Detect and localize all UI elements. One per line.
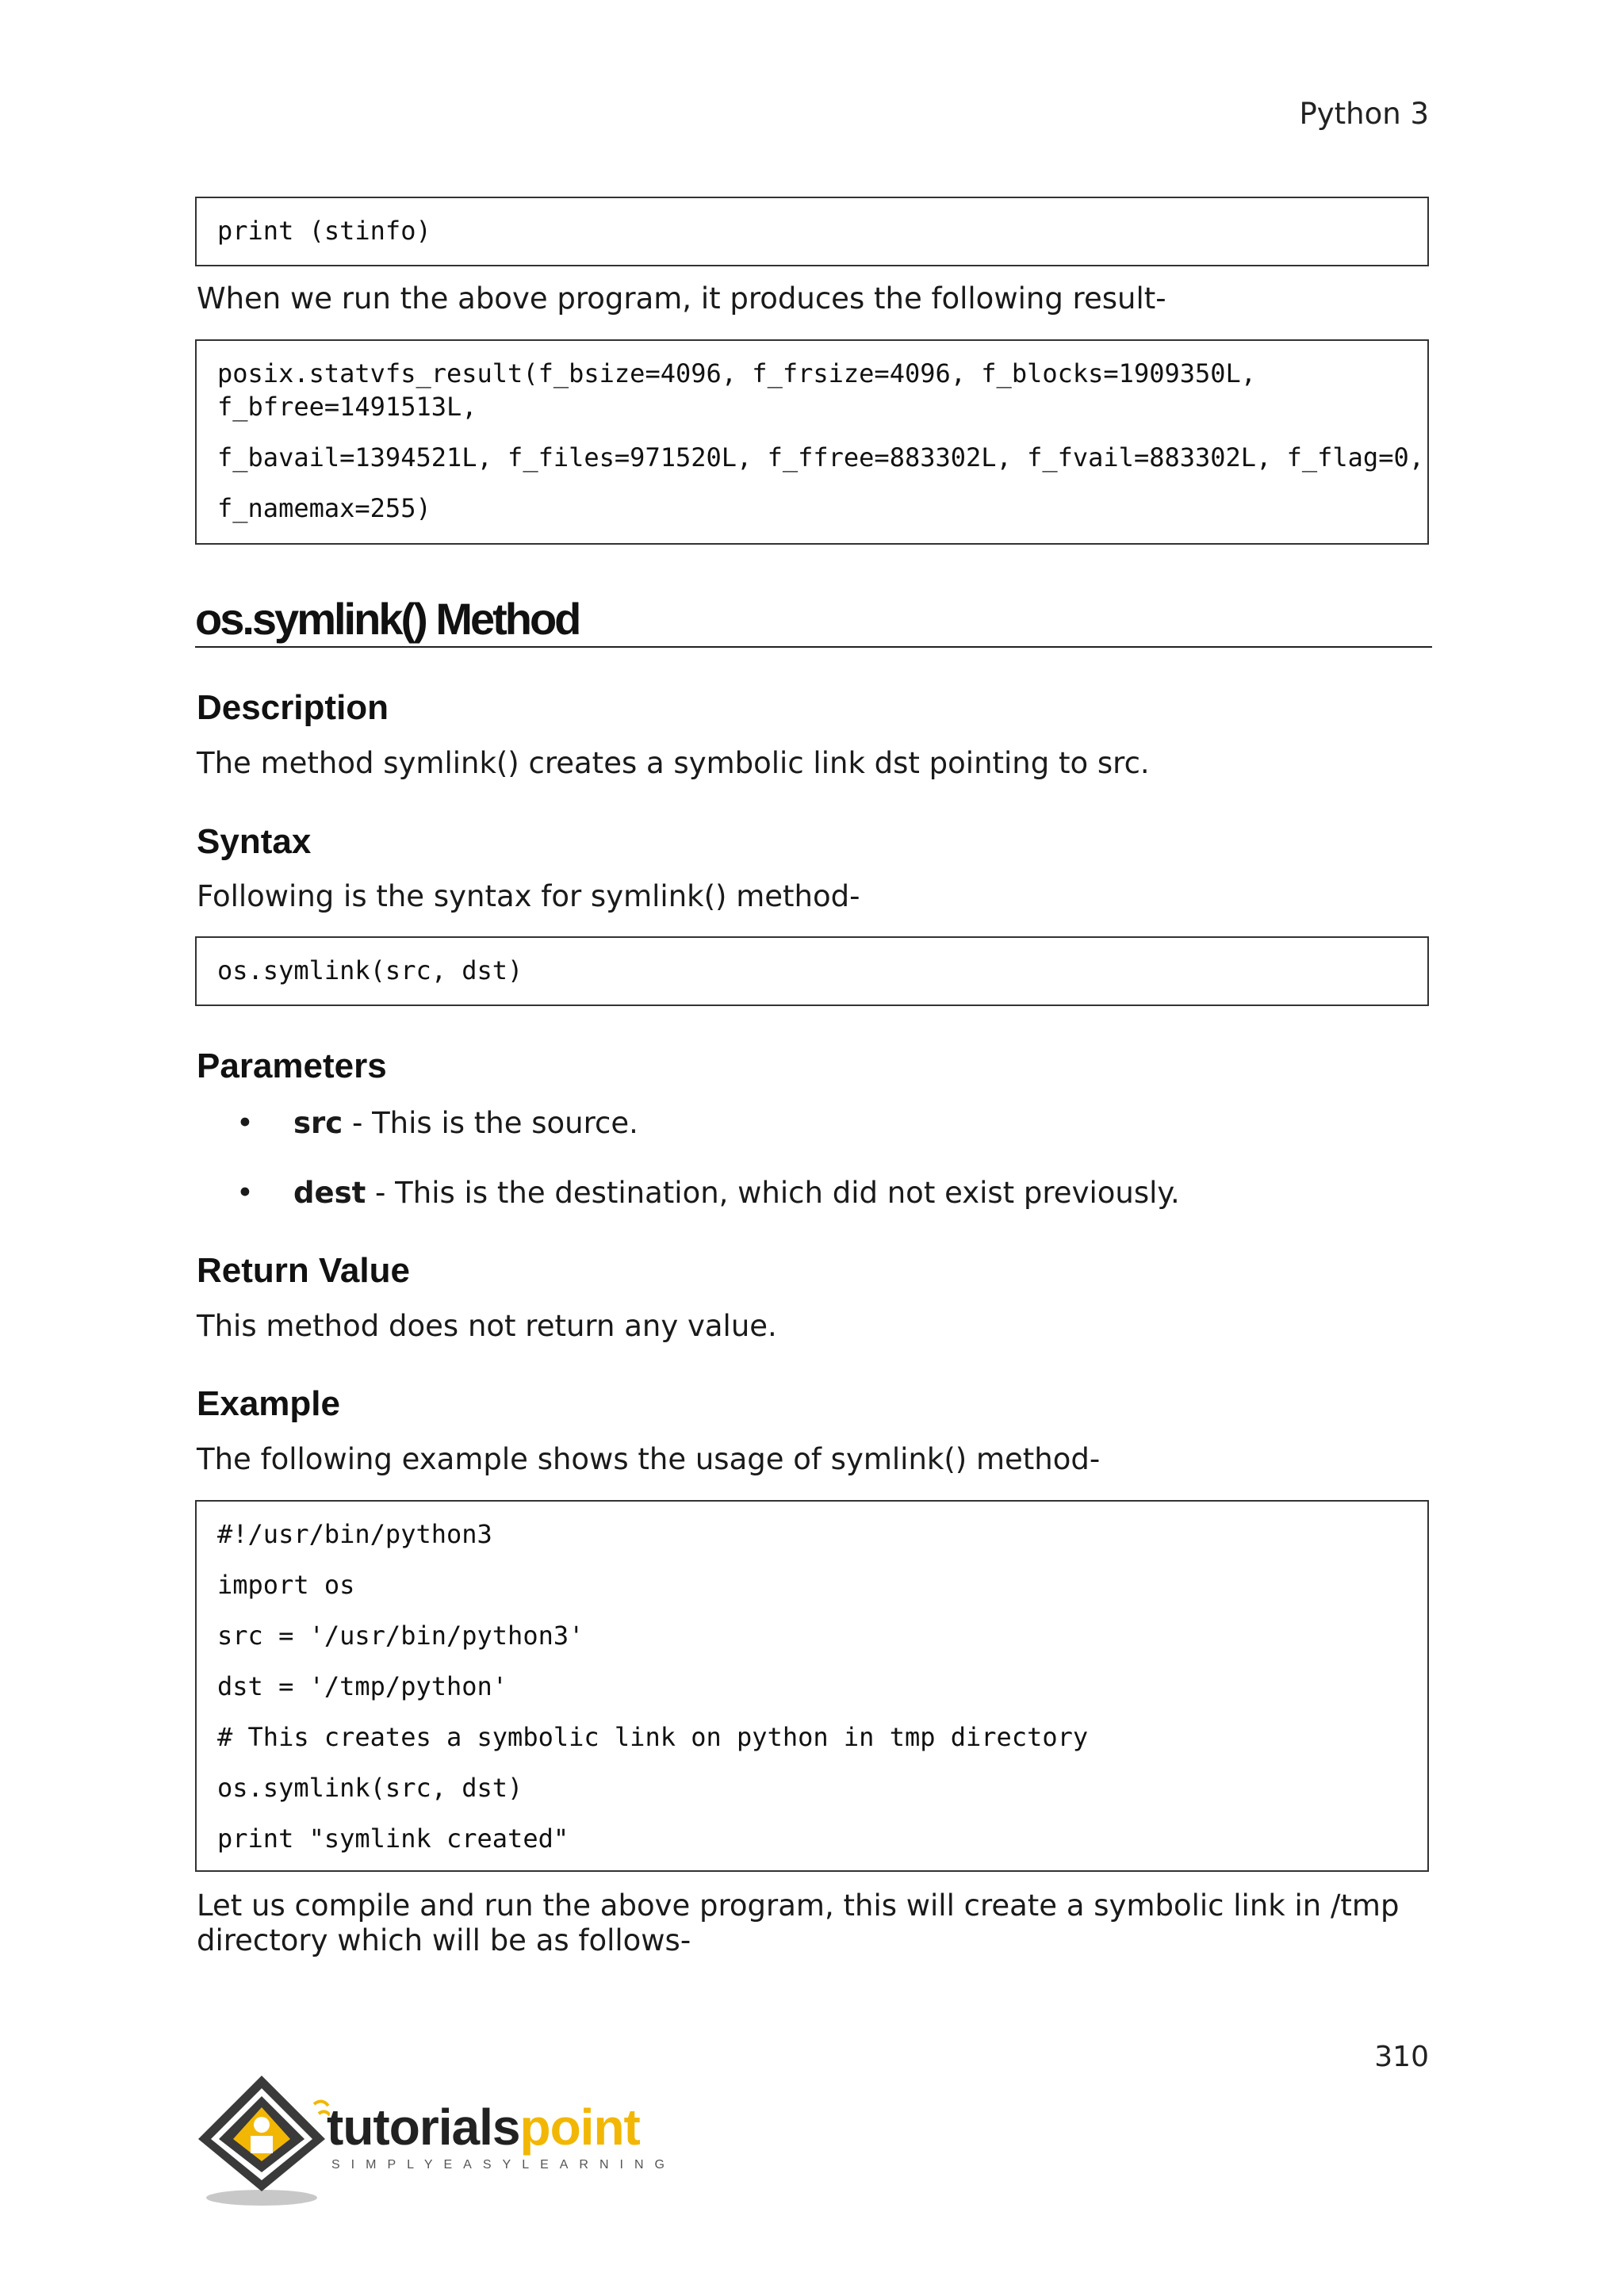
section-rule [195,646,1432,648]
running-header: Python 3 [1299,97,1429,131]
section-title: os.symlink() Method [195,594,580,644]
bullet-icon: • [236,1106,254,1140]
code-line: import os [217,1570,355,1600]
result-intro-text: When we run the above program, it produces the following result- [197,281,1166,316]
example-heading: Example [197,1384,340,1423]
logo-word-tutorials: tutorials [327,2099,520,2156]
code-line: # This creates a symbolic link on python in tmp directory [217,1722,1089,1752]
syntax-text: Following is the syntax for symlink() method- [197,879,860,913]
code-block-example [195,1500,1429,1872]
code-line: print (stinfo) [217,216,431,246]
tutorialspoint-logo [195,2072,676,2207]
code-line: f_namemax=255) [217,493,431,523]
code-line: src = '/usr/bin/python3' [217,1621,584,1651]
syntax-heading: Syntax [197,822,312,861]
logo-word-point: point [519,2099,640,2156]
code-line: os.symlink(src, dst) [217,1773,523,1803]
return-value-text: This method does not return any value. [197,1309,777,1343]
parameter-desc: - This is the destination, which did not exist previously. [366,1176,1180,1210]
code-block-print-stinfo [195,197,1429,266]
logo-tagline: SIMPLYEASYLEARNING [331,2158,676,2172]
return-value-heading: Return Value [197,1251,410,1290]
description-text: The method symlink() creates a symbolic link dst pointing to src. [197,746,1150,780]
logo-wordmark [327,2098,640,2156]
code-block-result [195,339,1429,545]
parameter-desc: - This is the source. [343,1106,638,1140]
bullet-icon: • [236,1176,254,1210]
code-line: f_bavail=1394521L, f_files=971520L, f_ffree=883302L, f_fvail=883302L, f_flag=0, [217,442,1424,473]
page-number: 310 [1374,2041,1429,2073]
code-line: dst = '/tmp/python' [217,1671,508,1701]
description-heading: Description [197,688,389,727]
example-text: The following example shows the usage of symlink() method- [197,1442,1101,1476]
code-line: f_bfree=1491513L, [217,392,477,422]
code-line: os.symlink(src, dst) [217,955,523,985]
logo-mark-icon [195,2072,330,2207]
parameters-heading: Parameters [197,1047,387,1085]
code-line: print "symlink created" [217,1823,569,1854]
code-line: #!/usr/bin/python3 [217,1519,492,1549]
code-block-syntax [195,936,1429,1006]
closing-text: Let us compile and run the above program, this will create a symbolic link in /tmp directory which will be as follows- [197,1888,1400,1957]
parameter-name: dest [293,1176,366,1210]
parameter-name: src [293,1106,343,1140]
code-line: posix.statvfs_result(f_bsize=4096, f_frsize=4096, f_blocks=1909350L, [217,358,1257,388]
